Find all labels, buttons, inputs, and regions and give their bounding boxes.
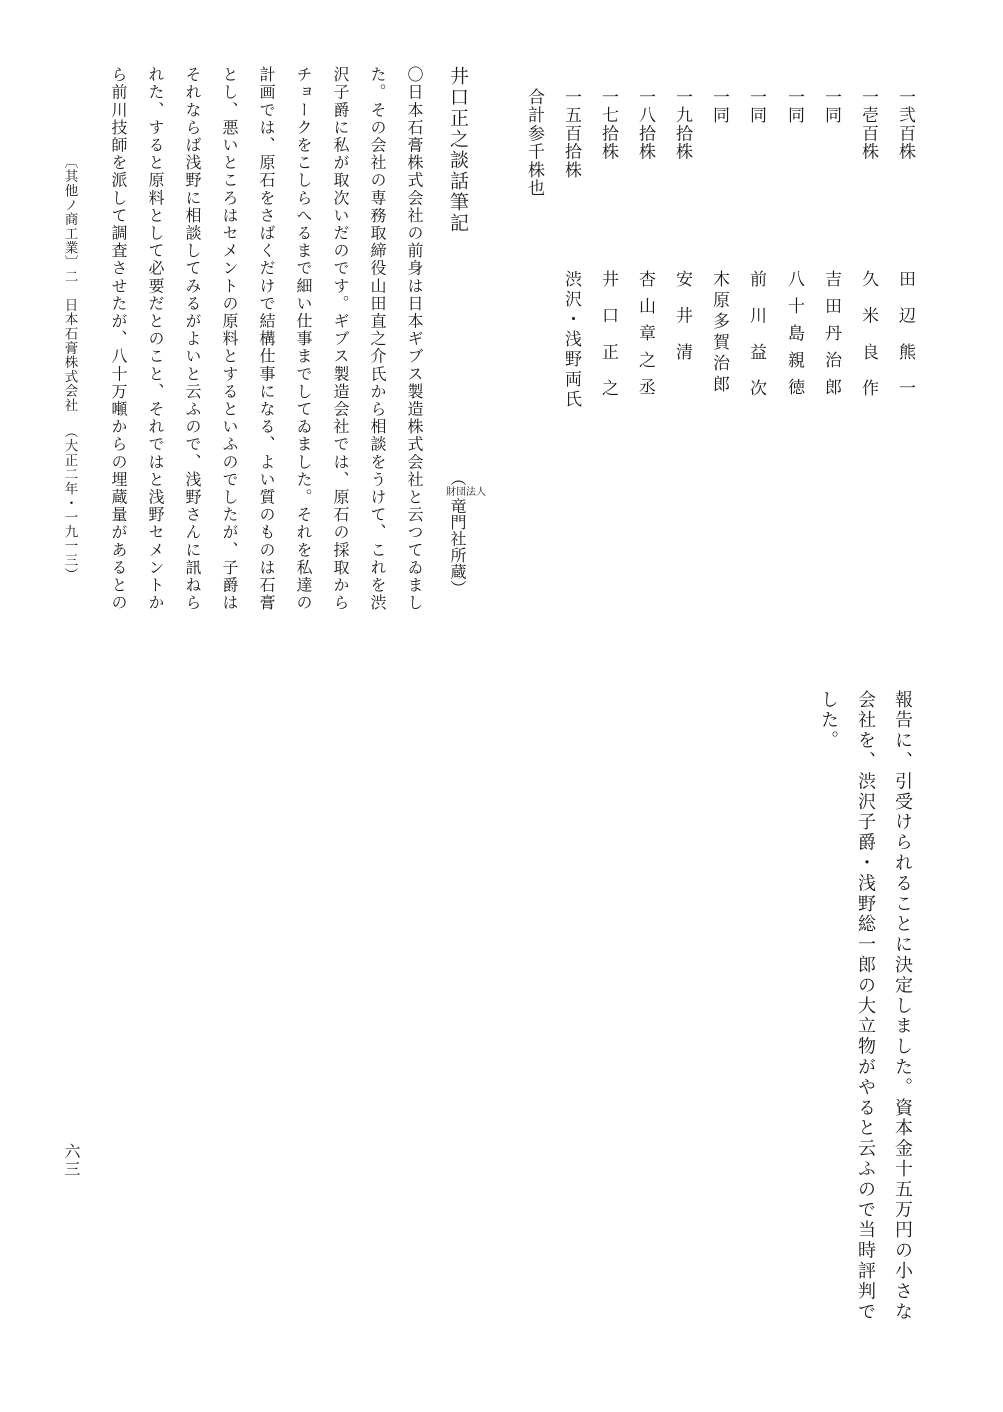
entry-name: 前 川 益 次: [746, 270, 766, 398]
entry-shares: 一同: [746, 88, 766, 125]
memo-line: た。その会社の専務取締役山田直之介氏から相談をうけて、これを渋: [368, 66, 387, 612]
entry-shares: 一五百拾株: [561, 88, 581, 179]
memo-line: 〇日本石膏株式会社の前身は日本ギブス製造株式会社と云つてゐまし: [405, 66, 424, 612]
entry-shares: 一七拾株: [598, 88, 618, 161]
entry-shares: 一同: [784, 88, 804, 125]
continuation-line: 報告に、引受けられることに決定しました。資本金十五万円の小さな: [892, 690, 913, 1323]
memo-source-name: 竜門社所蔵）: [448, 497, 467, 597]
memo-line: 計画では、原石をさばくだけで結構仕事になる、よい質のものは石膏: [257, 66, 276, 612]
memo-line: それならば浅野に相談してみるがよいと云ふので、浅野さんに訊ねら: [183, 66, 202, 612]
memo-line: ら前川技師を派して調査させたが、八十万噸からの埋蔵量があるとの: [109, 66, 128, 612]
entry-shares: 一弐百株: [895, 88, 915, 161]
footer-section: 二 日本石膏株式会社: [61, 269, 78, 413]
entry-name: 久 米 良 作: [858, 270, 878, 398]
footer-category: 〔其他ノ商工業〕: [61, 155, 78, 270]
entry-name: 八十島親徳: [784, 270, 804, 405]
continuation-line: した。: [818, 690, 839, 752]
entry-shares: 一壱百株: [858, 88, 878, 161]
shareholder-total: 合計参千株也: [524, 88, 544, 198]
memo-line: チョークをこしらへるまで細い仕事までしてゐました。それを私達の: [294, 66, 313, 612]
continuation-line: 会社を、渋沢子爵・浅野総一郎の大立物がやると云ふので当時評判で: [855, 690, 876, 1323]
entry-shares: 一同: [821, 88, 841, 125]
memo-source-open: （: [448, 470, 467, 487]
memo-source-corp: 財団法人: [446, 486, 486, 498]
entry-name: 木原多賀治郎: [709, 270, 729, 396]
memo-title: 井口正之談話筆記: [447, 66, 469, 234]
entry-name: 田 辺 熊 一: [895, 270, 915, 398]
entry-name: 吉田丹治郎: [821, 270, 841, 405]
memo-source: [446, 470, 486, 597]
memo-line: れた、すると原料として必要だとのこと、それではと浅野セメントか: [146, 66, 165, 612]
page-number: 六三: [62, 1143, 81, 1178]
entry-name: 渋沢・浅野両氏: [561, 270, 581, 410]
entry-shares: 一九拾株: [672, 88, 692, 161]
footer-year: （大正二年・一九一三）: [61, 424, 78, 582]
entry-name: 井 口 正 之: [598, 270, 618, 398]
entry-name: 杏山章之丞: [635, 270, 655, 405]
memo-line: とし、悪いところはセメントの原料とするといふのでしたが、子爵は: [220, 66, 239, 612]
running-footer: [62, 155, 76, 582]
memo-line: 沢子爵に私が取次いだのです。ギブス製造会社では、原石の採取から: [331, 66, 350, 612]
entry-name: 安 井 清: [672, 270, 692, 361]
entry-shares: 一八拾株: [635, 88, 655, 161]
entry-shares: 一同: [709, 88, 729, 125]
